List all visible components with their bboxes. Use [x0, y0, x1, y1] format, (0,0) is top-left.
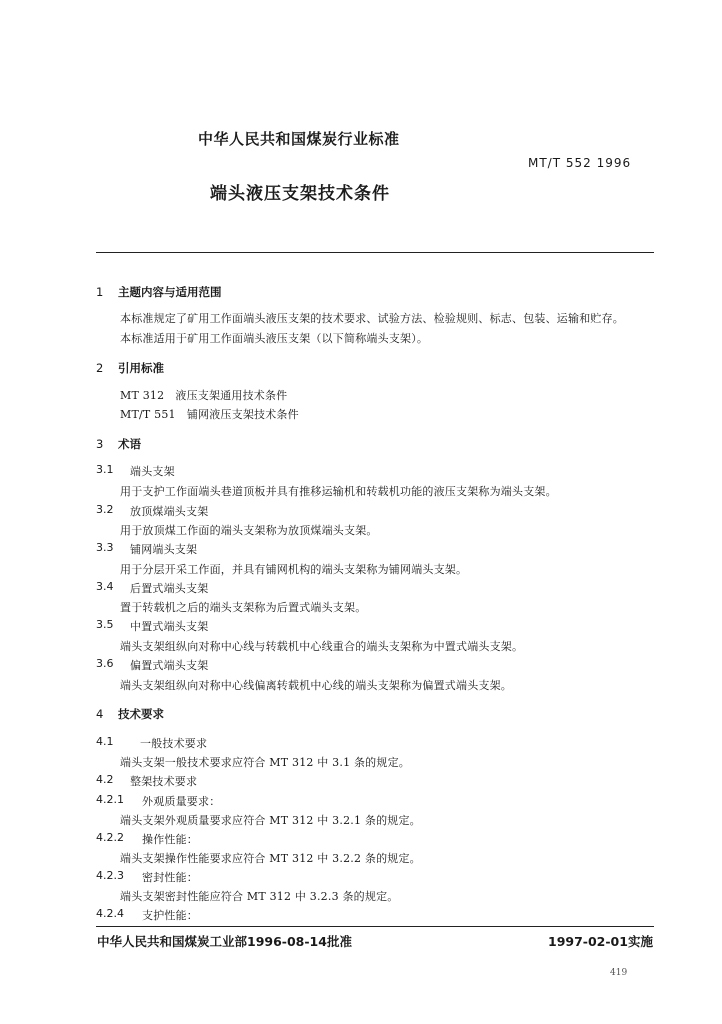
clause-number: 4.1 [96, 735, 114, 748]
term-name: 放顶煤端头支架 [130, 505, 209, 518]
clause-number: 4.2.2 [96, 831, 124, 844]
implementation-date: 1997-02-01实施 [548, 934, 653, 949]
reference-item: MT/T 551 铺网液压支架技术条件 [120, 408, 299, 421]
clause-number: 3.3 [96, 541, 114, 554]
term-definition: 用于放顶煤工作面的端头支架称为放顶煤端头支架。 [120, 524, 378, 537]
term-name: 偏置式端头支架 [130, 659, 209, 672]
term-name: 铺网端头支架 [130, 543, 198, 556]
clause-text: 端头支架密封性能应符合 MT 312 中 3.2.3 条的规定。 [120, 890, 399, 903]
section-4-heading [96, 706, 164, 722]
clause-heading: 操作性能： [142, 833, 198, 846]
clause-text: 端头支架操作性能要求应符合 MT 312 中 3.2.2 条的规定。 [120, 852, 421, 865]
section-2-heading [96, 360, 164, 376]
clause-number: 4.2.4 [96, 907, 124, 920]
section-number: 3 [96, 437, 104, 451]
clause-number: 4.2.3 [96, 869, 124, 882]
reference-item: MT 312 液压支架通用技术条件 [120, 389, 288, 402]
clause-heading: 整架技术要求 [130, 775, 198, 788]
section-3-heading [96, 436, 141, 452]
page-number: 419 [610, 968, 628, 978]
term-definition: 置于转载机之后的端头支架称为后置式端头支架。 [120, 601, 367, 614]
term-name: 后置式端头支架 [130, 582, 209, 595]
approval-statement: 中华人民共和国煤炭工业部1996-08-14批准 [97, 934, 352, 949]
paragraph: 本标准规定了矿用工作面端头液压支架的技术要求、试验方法、检验规则、标志、包装、运输和贮存。 [120, 312, 624, 325]
section-title: 主题内容与适用范围 [118, 285, 222, 299]
section-title: 引用标准 [118, 361, 164, 375]
term-name: 中置式端头支架 [130, 620, 209, 633]
term-name: 端头支架 [130, 465, 175, 478]
clause-number: 3.5 [96, 618, 114, 631]
clause-heading: 外观质量要求： [142, 795, 221, 808]
standard-number: MT/T 552 1996 [528, 156, 632, 170]
clause-heading: 一般技术要求 [140, 737, 208, 750]
document-title: 端头液压支架技术条件 [210, 184, 390, 204]
clause-number: 3.4 [96, 580, 114, 593]
clause-number: 3.6 [96, 657, 114, 670]
term-definition: 端头支架组纵向对称中心线与转载机中心线重合的端头支架称为中置式端头支架。 [120, 640, 524, 653]
section-1-heading [96, 284, 222, 300]
clause-number: 4.2.1 [96, 793, 124, 806]
term-definition: 端头支架组纵向对称中心线偏离转载机中心线的端头支架称为偏置式端头支架。 [120, 679, 512, 692]
standard-type-heading: 中华人民共和国煤炭行业标准 [198, 130, 400, 148]
section-number: 2 [96, 361, 104, 375]
footer-divider [96, 926, 654, 927]
header-divider [96, 252, 654, 253]
section-title: 技术要求 [118, 707, 164, 721]
clause-number: 3.2 [96, 503, 114, 516]
clause-text: 端头支架外观质量要求应符合 MT 312 中 3.2.1 条的规定。 [120, 814, 421, 827]
section-number: 1 [96, 285, 104, 299]
clause-text: 端头支架一般技术要求应符合 MT 312 中 3.1 条的规定。 [120, 756, 410, 769]
section-number: 4 [96, 707, 104, 721]
paragraph: 本标准适用于矿用工作面端头液压支架（以下简称端头支架）。 [120, 332, 429, 345]
term-definition: 用于支护工作面端头巷道顶板并具有推移运输机和转载机功能的液压支架称为端头支架。 [120, 485, 557, 498]
clause-number: 3.1 [96, 463, 114, 476]
term-definition: 用于分层开采工作面，并具有铺网机构的端头支架称为铺网端头支架。 [120, 563, 468, 576]
section-title: 术语 [118, 437, 141, 451]
clause-heading: 密封性能： [142, 871, 198, 884]
clause-heading: 支护性能： [142, 909, 198, 922]
clause-number: 4.2 [96, 773, 114, 786]
